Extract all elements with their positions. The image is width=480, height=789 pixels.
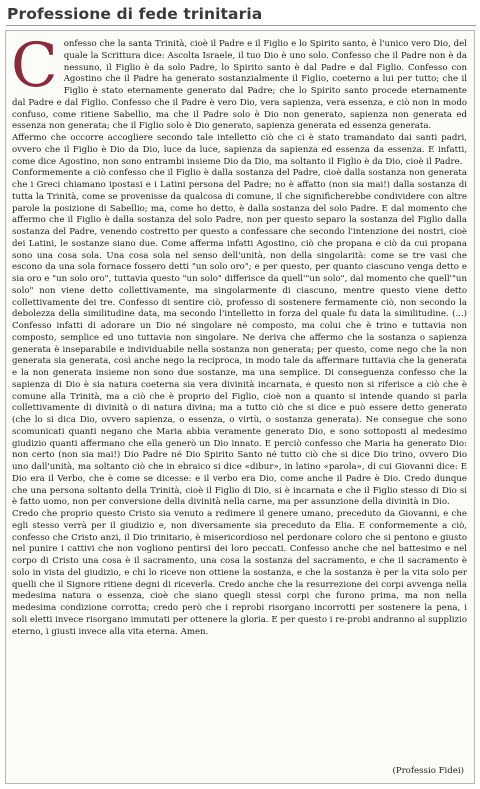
paragraph-2: Affermo che occorre accogliere secondo tale intelletto ciò che ci è stato tramandato dai santi padri, ovvero che il Figlio è Dio da Dio, luce da luce, sapienza da sapienza ed essenza da essenza. E infatti, come dice Agostino, non sono entrambi insieme Dio da Dio, ma soltanto il Figlio è da Dio, cioè il Padre. [12, 133, 467, 167]
title-divider [6, 25, 476, 26]
paragraph-1 [11, 30, 467, 133]
paragraph-3: Conformemente a ciò confesso che il Figlio è dalla sostanza del Padre, cioè dalla sostanza non generata che i Greci chiamano ipostasi e i Latini persona del Padre; no è affatto (non sia mai!) dalla sostanza di tutta la Trinità, come se provenisse da qualcosa di comune, il che significherebbe condividere con altre parole la posizione di Sabellio; ma, come ho detto, è dalla sostanza del solo Padre. E dal momento che affermo che il Figlio è dalla sostanza del solo Padre, non per questo separo la sostanza del Figlio dalla sostanza del Padre, venendo costretto per questo a confessare che secondo l'intenzione dei nostri, cioè dei Latini, le sostanze siano due. Come afferma infatti Agostino, ciò che propana e ciò da cui propana sono una cosa sola. Una cosa sola nel senso dell'unità, non della singolarità: come se tre vasi che escono da una sola fornace fossero detti "un solo oro"; e per questo, per quanto ciascuno venga detto e sia oro e "un solo oro", tuttavia questo "un solo" differisce da quell'"un solo", dal momento che quell'"un solo" non viene detto collettivamente, ma singolarmente di ciascuno, mentre questo viene detto collettivamente dei tre. Confesso di sentire ciò, professo di sostenere fermamente ciò, non secondo la debolezza della similitudine data, ma secondo l'intelletto in forza del quale fu data la similitudine. (...) Confesso infatti di adorare un Dio né singolare né composto, ma colui che è trino e tuttavia non composto, semplice ed uno tuttavia non singolare. Ne deriva che affermo che la sostanza o sapienza generata è inseparabile e individuabile nella sostanza non generata; per questo, come nego che la non generata sia generata, così anche nego la reciproca, in modo tale da affermare tuttavia che la generata e la non generata insieme non sono due sostanze, ma una semplice. Di conseguenza confesso che la sapienza di Dio è sia natura coeterna sia vera divinità incarnata, e questo non si riferisce a ciò che è comune alla Trinità, ma a ciò che è proprio del Figlio, cioè non a quanto si intende quando si parla collettivamente di divinità o di natura divina; ma a tutto ciò che si dice e può essere detto generato (che lo si dica Dio, ovvero sapienza, o essenza, o virtù, o sostanza generata). Ne consegue che sono scomunicati quanti negano che Maria abbia veramente generato Dio, e sono sottoposti al medesimo giudizio quanti affermano che ella generò un Dio innato. E perciò confesso che Maria ha generato Dio: non certo (non sia mai!) Dio Padre né Dio Spirito Santo né tutto ciò che si dice Dio trino, ovvero Dio uno dall'unità, ma soltanto ciò che in ebraico si dice «dibur», in latino «parola», di cui Giovanni dice: E Dio era il Verbo, che è come se dicesse: e il verbo era Dio, come anche il Padre è Dio. Credo dunque che una persona soltanto della Trinità, cioè il Figlio di Dio, si è incarnata e che il Figlio stesso di Dio si è fatto uomo, non per conversione della divinità nella carne, ma per assunzione della divinità in Dio. [12, 168, 467, 508]
text-panel [5, 30, 475, 784]
paragraph-4: Credo che proprio questo Cristo sia venuto a redimere il genere umano, preceduto da Giovanni, e che egli stesso verrà per il giudizio e, non diversamente sia preceduto da Elia. E conformemente a ciò, confesso che Cristo anzi, il Dio trinitario, è misericordioso nel perdonare coloro che si pentono e giusto nel punire i cattivi che non vogliono pentirsi dei loro peccati. Confesso anche che nel battesimo e nel corpo di Cristo una cosa è il sacramento, una cosa la sostanza del sacramento, e che il sacramento è solo in vista del giudizio, e chi lo riceve non ottiene la sostanza, e che la sostanza è per la vita solo per quelli che il Signore ritiene degni di riceverla. Credo anche che la resurrezione dei corpi avvenga nella medesima natura o essenza, cioè che siano quegli stessi corpi che furono prima, ma non nella medesima condizione corrotta; credo però che i reprobi risorgano incorrotti per sostenere la pena, i soli eletti invece risorgano immutati per ottenere la gloria. E per questo i re-probi andranno al supplizio eterno, i giusti invece alla vita eterna. Amen. [12, 509, 467, 637]
paragraph-1-text: onfesso che la santa Trinità, cioè il Padre e il Figlio e lo Spirito santo, è l'unico vero Dio, del quale la Scrittura dice: Ascolta Israele, il tuo Dio è uno solo. Confesso che il Padre non è da nessuno, il Figlio è da solo Padre, lo Spirito santo è dal Padre e dal Figlio. Confesso con Agostino che il Padre ha generato sostanzialmente il Figlio, coeterno a lui per tutto; che il Figlio è stato eternamente generato dal Padre; che lo Spirito santo procede eternamente dal Padre e dal Figlio. Confesso che il Padre è vero Dio, vera sapienza, vera essenza, e ciò non in modo confuso, come ritiene Sabellio, ma che il Padre solo è Dio non generato, sapienza non generata ed essenza non generata; che il Figlio solo è Dio generato, sapienza generata ed essenza generata. [12, 39, 467, 132]
signature: (Professio Fidei) [392, 766, 464, 776]
title-bar [0, 0, 480, 28]
drop-cap: C [11, 30, 58, 101]
page-title: Professione di fede trinitaria [7, 5, 263, 23]
